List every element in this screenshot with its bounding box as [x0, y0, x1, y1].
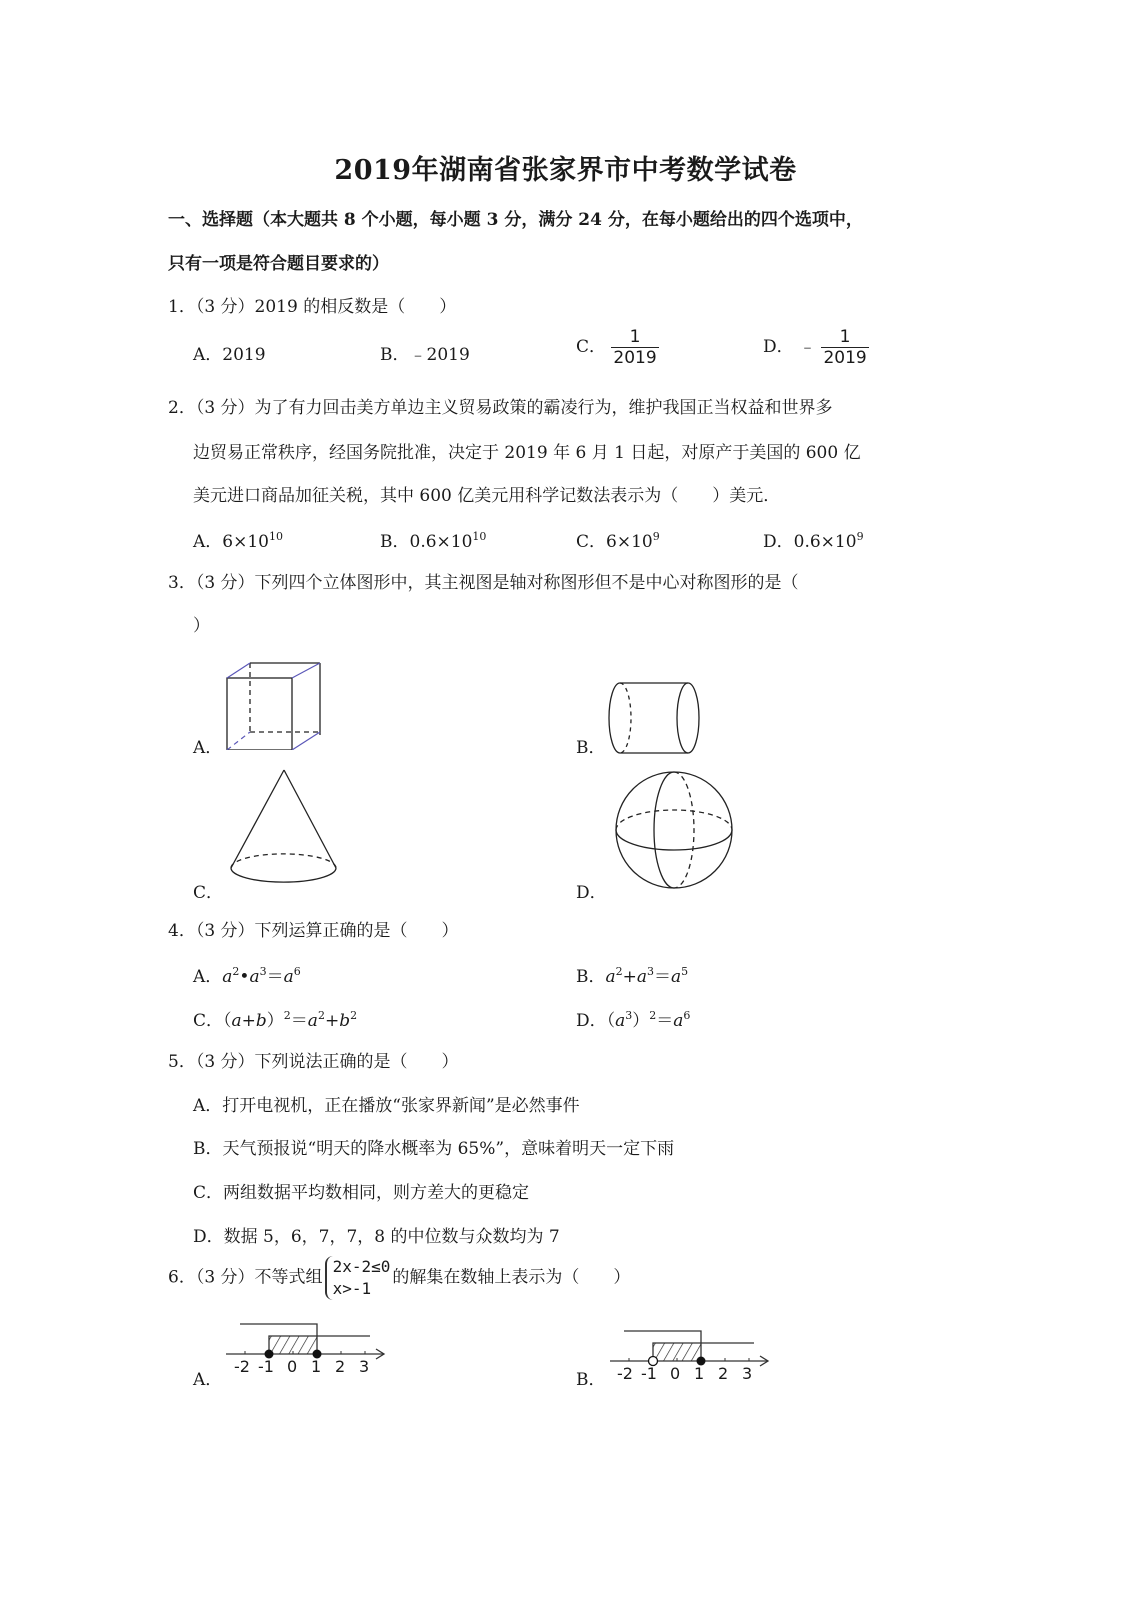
exponent: 2: [232, 965, 240, 978]
option-label: C．: [193, 1011, 224, 1031]
exponent: 3: [625, 1009, 633, 1022]
equals: ＝: [290, 1011, 308, 1031]
option-text: 两组数据平均数相同，则方差大的更稳定: [223, 1183, 530, 1203]
q5-option-c[interactable]: [193, 1178, 529, 1203]
option-text: 2019: [222, 345, 266, 365]
option-label: D．: [576, 1011, 607, 1031]
exponent: 2: [615, 965, 623, 978]
option-label: A．: [193, 1096, 223, 1116]
option-label: A．: [193, 1370, 223, 1390]
question-number: 2．: [168, 398, 196, 418]
number-line-a: [226, 1318, 396, 1360]
exponent: 2: [649, 1009, 657, 1022]
minus-sign: ﹣: [799, 337, 817, 357]
inequality-2: x>-1: [332, 1279, 372, 1298]
tick-label: -2: [617, 1364, 633, 1383]
question-2-stem: [168, 393, 833, 418]
tick-label: 0: [287, 1357, 298, 1376]
option-label: B．: [380, 345, 410, 365]
question-text: （3 分）下列说法正确的是（ ）: [195, 1052, 459, 1072]
option-label: C．: [193, 883, 224, 903]
option-label: B．: [193, 1139, 223, 1159]
option-text: 数据 5，6，7，7，8 的中位数与众数均为 7: [223, 1227, 560, 1247]
option-text: 打开电视机，正在播放“张家界新闻”是必然事件: [222, 1096, 580, 1116]
cone-figure: [226, 765, 341, 890]
exponent: 9: [856, 530, 864, 543]
paren: （: [223, 1011, 232, 1031]
cylinder-figure: [605, 680, 705, 756]
tick-label: 1: [311, 1357, 322, 1376]
q5-option-d[interactable]: [193, 1222, 560, 1247]
exponent: 2: [317, 1009, 325, 1022]
section-heading-line2: 只有一项是符合题目要求的）: [168, 254, 389, 274]
tick-label: -1: [258, 1357, 274, 1376]
tick-label: 2: [335, 1357, 346, 1376]
denominator: 2019: [823, 348, 867, 368]
question-2-stem-line3: 美元进口商品加征关税，其中 600 亿美元用科学记数法表示为（ ）美元．: [193, 486, 781, 506]
exponent: 3: [647, 965, 655, 978]
option-label: C．: [576, 532, 607, 552]
option-label: D．: [576, 883, 607, 903]
option-text: 0.6×10: [793, 532, 857, 552]
variable: b: [255, 1011, 267, 1031]
fraction: [821, 327, 868, 368]
variable: a: [249, 967, 260, 987]
q5-option-a[interactable]: [193, 1091, 580, 1116]
paren: ）: [266, 1011, 284, 1031]
variable: a: [615, 1011, 626, 1031]
question-text: （3 分）2019 的相反数是（ ）: [195, 297, 457, 317]
exponent: 9: [652, 530, 660, 543]
variable: a: [231, 1011, 242, 1031]
q2-option-b[interactable]: [380, 527, 486, 552]
question-text: 的解集在数轴上表示为（ ）: [392, 1267, 631, 1288]
variable: a: [283, 967, 294, 987]
number-line-b: [610, 1325, 780, 1367]
option-text: 6×10: [222, 532, 269, 552]
tick-label: 3: [359, 1357, 370, 1376]
option-text: 天气预报说“明天的降水概率为 65%”，意味着明天一定下雨: [222, 1139, 675, 1159]
q4-option-b[interactable]: [576, 962, 688, 987]
operator: +: [622, 967, 637, 987]
option-text: 6×10: [606, 532, 653, 552]
option-text: ﹣2019: [409, 345, 470, 365]
equals: ＝: [654, 967, 672, 987]
page-title: 2019年湖南省张家界市中考数学试卷: [334, 155, 797, 186]
variable: a: [671, 967, 682, 987]
q2-option-c[interactable]: [576, 527, 660, 552]
operator: +: [324, 1011, 340, 1031]
question-4-stem: [168, 916, 459, 941]
q5-option-b[interactable]: [193, 1134, 674, 1159]
question-text: （3 分）下列四个立体图形中，其主视图是轴对称图形但不是中心对称图形的是（: [195, 573, 799, 593]
question-text: （3 分）为了有力回击美方单边主义贸易政策的霸凌行为，维护我国正当权益和世界多: [195, 398, 833, 418]
question-5-stem: [168, 1047, 459, 1072]
question-number: 6．: [168, 1267, 196, 1288]
option-label: A．: [193, 738, 223, 758]
tick-label: 0: [670, 1364, 681, 1383]
question-number: 3．: [168, 573, 196, 593]
exponent: 10: [472, 530, 487, 543]
option-label: B．: [576, 738, 606, 758]
question-number: 5．: [168, 1052, 196, 1072]
numerator: 1: [821, 327, 868, 348]
question-3-stem: [168, 568, 799, 593]
variable: a: [307, 1011, 318, 1031]
question-6-stem: [168, 1256, 630, 1300]
numerator: 1: [611, 327, 658, 348]
question-1-stem: [168, 292, 456, 317]
q2-option-a[interactable]: [193, 527, 283, 552]
q3-option-d[interactable]: [576, 878, 607, 903]
variable: b: [339, 1011, 351, 1031]
exponent: 5: [681, 965, 689, 978]
exponent: 2: [350, 1009, 358, 1022]
option-label: B．: [576, 1370, 606, 1390]
question-text: （3 分）下列运算正确的是（ ）: [195, 921, 459, 941]
q3-option-a[interactable]: [193, 733, 222, 758]
option-label: D．: [763, 532, 794, 552]
variable: a: [673, 1011, 684, 1031]
exponent: 3: [259, 965, 267, 978]
q2-option-d[interactable]: [763, 527, 864, 552]
q3-option-c[interactable]: [193, 878, 223, 903]
variable: a: [605, 967, 616, 987]
tick-label: 1: [694, 1364, 705, 1383]
inequality-1: 2x-2≤0: [332, 1257, 391, 1276]
option-label: D．: [763, 337, 794, 357]
paren: ）: [632, 1011, 650, 1031]
exponent: 6: [683, 1009, 691, 1022]
q4-option-d[interactable]: [576, 1006, 690, 1031]
section-heading-line1: 一、选择题（本大题共 8 个小题，每小题 3 分，满分 24 分，在每小题给出的四个选项中，: [168, 210, 863, 230]
option-label: C．: [576, 337, 607, 357]
denominator: 2019: [613, 348, 657, 368]
option-label: C．: [193, 1183, 224, 1203]
q4-option-c[interactable]: [193, 1006, 357, 1031]
exponent: 6: [293, 965, 301, 978]
tick-label: 3: [742, 1364, 753, 1383]
question-text: （3 分）不等式组: [195, 1267, 323, 1288]
q3-option-b[interactable]: [576, 733, 606, 758]
q1-option-d[interactable]: [763, 327, 869, 368]
paren: （: [606, 1011, 616, 1031]
q4-option-a[interactable]: [193, 962, 301, 987]
q1-option-a[interactable]: [193, 340, 266, 365]
q1-option-c[interactable]: [576, 327, 659, 368]
equals: ＝: [266, 967, 284, 987]
tick-label: -2: [234, 1357, 250, 1376]
option-text: 0.6×10: [409, 532, 473, 552]
option-label: D．: [193, 1227, 224, 1247]
exponent: 2: [283, 1009, 291, 1022]
inequality-system: [325, 1256, 391, 1300]
exponent: 10: [268, 530, 283, 543]
tick-label: 2: [718, 1364, 729, 1383]
question-number: 4．: [168, 921, 196, 941]
question-2-stem-line2: 边贸易正常秩序，经国务院批准，决定于 2019 年 6 月 1 日起，对原产于美国的 600 亿: [193, 443, 861, 463]
option-label: A．: [193, 967, 223, 987]
variable: a: [636, 967, 648, 987]
question-number: 1．: [168, 297, 196, 317]
operator: +: [241, 1011, 256, 1031]
sphere-figure: [612, 768, 737, 893]
question-3-stem-line2: ）: [193, 616, 210, 636]
option-label: A．: [193, 345, 223, 365]
operator: •: [239, 967, 250, 987]
option-label: A．: [193, 532, 223, 552]
q6-option-b[interactable]: [576, 1365, 606, 1390]
equals: ＝: [656, 1011, 674, 1031]
variable: a: [222, 967, 233, 987]
option-label: B．: [576, 967, 606, 987]
q1-option-b[interactable]: [380, 340, 470, 365]
fraction: [611, 327, 658, 368]
option-label: B．: [380, 532, 410, 552]
q6-option-a[interactable]: [193, 1365, 222, 1390]
cube-figure: [222, 660, 332, 750]
tick-label: -1: [641, 1364, 657, 1383]
